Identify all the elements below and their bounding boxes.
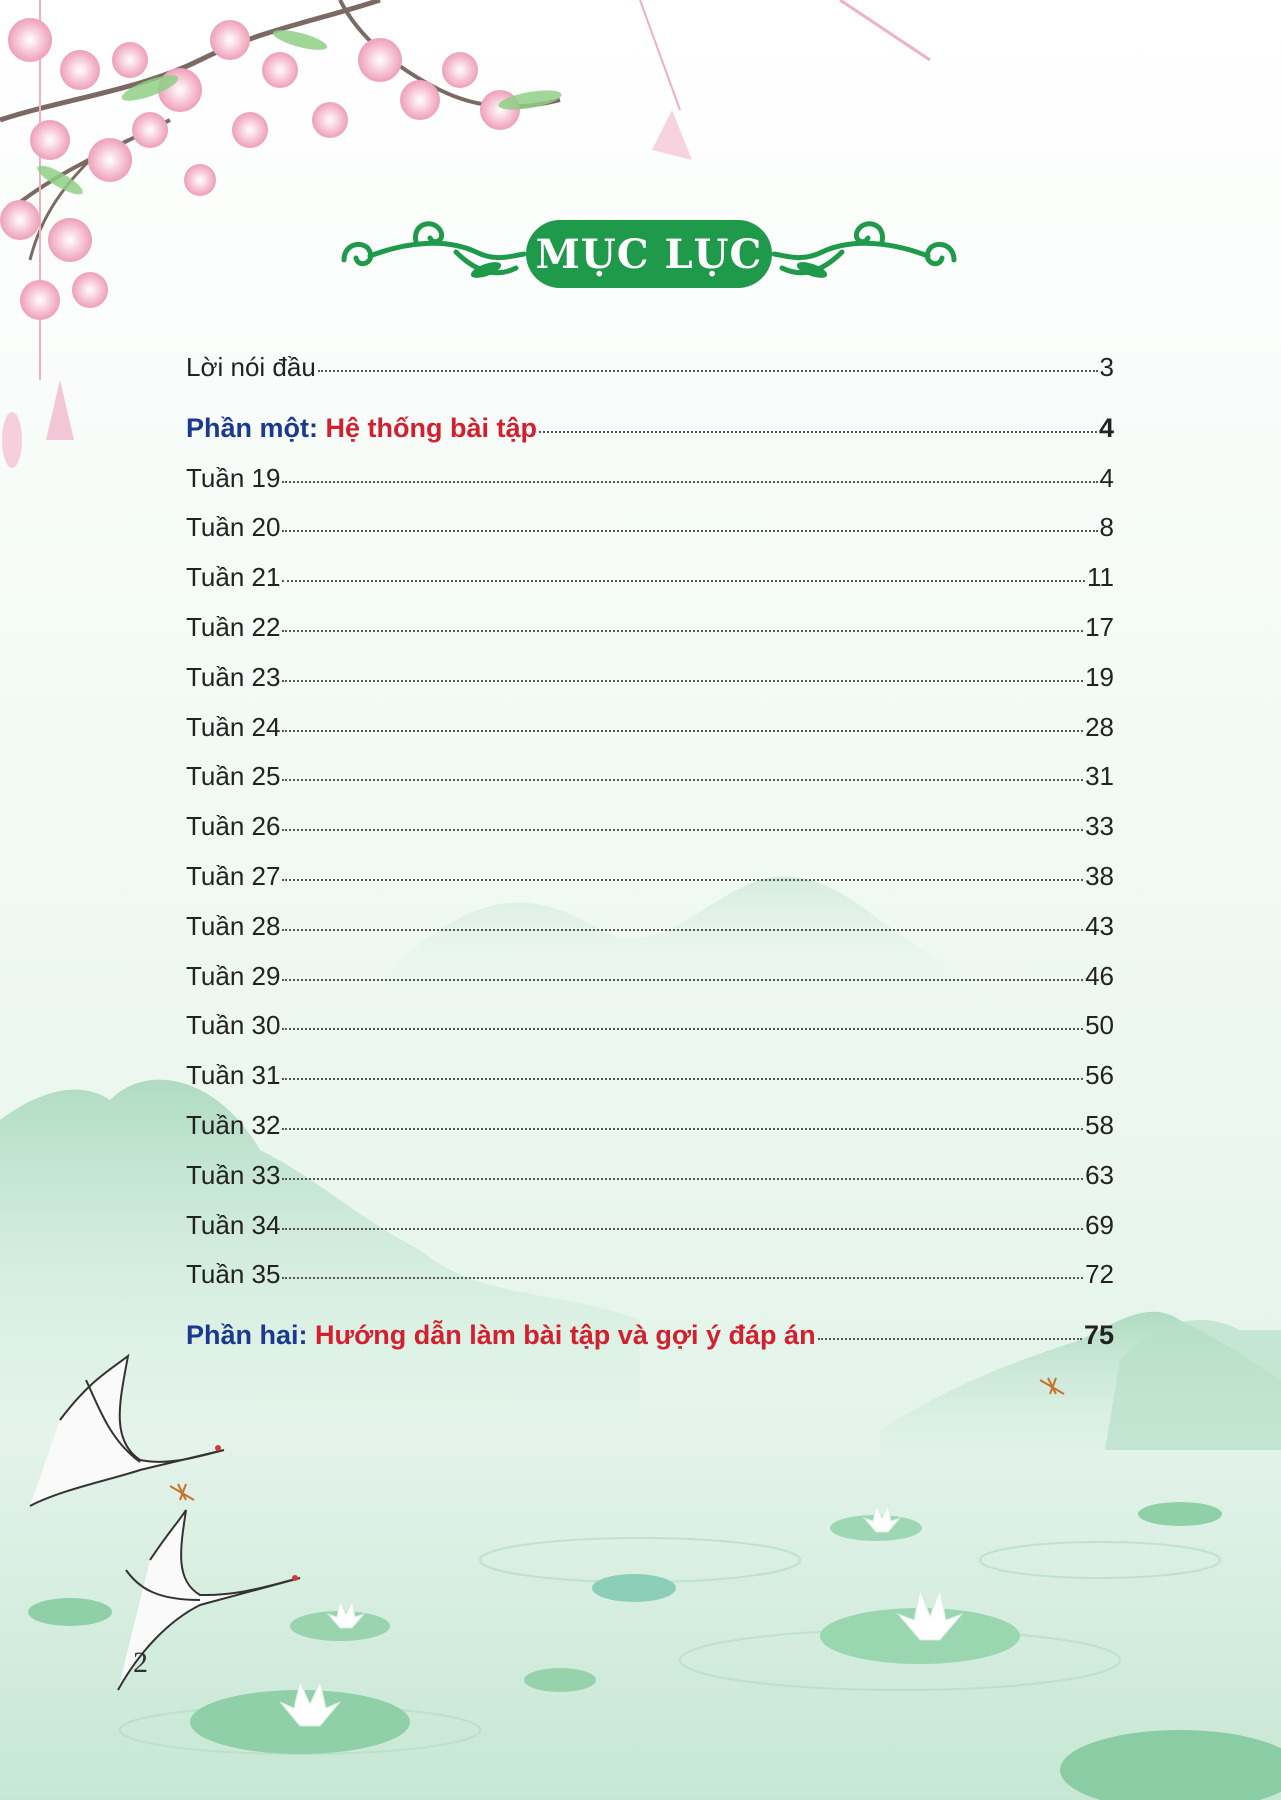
- leader-dots: [282, 580, 1085, 582]
- toc-label: Tuần 32: [186, 1109, 281, 1140]
- toc-label: Tuần 28: [186, 910, 281, 941]
- toc-page: 28: [1085, 711, 1114, 742]
- leader-dots: [818, 1338, 1082, 1340]
- toc-label: Tuần 29: [186, 960, 281, 991]
- toc-page: 46: [1085, 960, 1114, 991]
- toc-label: Tuần 22: [186, 611, 281, 642]
- toc-label: Tuần 31: [186, 1060, 281, 1091]
- toc-label: Tuần 20: [186, 512, 281, 543]
- toc-page: 43: [1085, 910, 1114, 941]
- toc-entry-week[interactable]: [186, 811, 1114, 861]
- toc-entry-week[interactable]: [186, 761, 1114, 811]
- page-number: 2: [133, 1646, 148, 1679]
- toc-page: 50: [1085, 1010, 1114, 1041]
- leader-dots: [539, 431, 1097, 433]
- leader-dots: [282, 779, 1083, 781]
- toc-entry-week[interactable]: [186, 1010, 1114, 1060]
- leader-dots: [282, 1277, 1083, 1279]
- toc-page: 72: [1085, 1259, 1114, 1290]
- toc-label: Lời nói đầu: [186, 352, 316, 382]
- leader-dots: [282, 1028, 1083, 1030]
- toc-entry-part-two[interactable]: [186, 1320, 1114, 1370]
- toc-page: 31: [1085, 761, 1114, 792]
- toc-page: 11: [1087, 562, 1114, 593]
- toc-entry-part-one[interactable]: [186, 413, 1114, 463]
- leader-dots: [282, 929, 1083, 931]
- part-lead: Phần hai:: [186, 1320, 308, 1351]
- toc-entry-week[interactable]: [186, 911, 1114, 961]
- toc-page: 8: [1099, 512, 1114, 543]
- leader-dots: [282, 879, 1083, 881]
- toc-page: 69: [1085, 1209, 1114, 1240]
- page-title: MỤC LỤC: [526, 220, 772, 288]
- toc-label: Tuần 30: [186, 1010, 281, 1041]
- leader-dots: [282, 1078, 1083, 1080]
- toc-label: Tuần 24: [186, 711, 281, 742]
- toc-page: 4: [1098, 412, 1114, 443]
- toc-entry-week[interactable]: [186, 712, 1114, 762]
- toc-label: [186, 1320, 816, 1351]
- leader-dots: [282, 1228, 1083, 1230]
- toc-entry-week[interactable]: [186, 1160, 1114, 1210]
- part-title: Hệ thống bài tập: [325, 412, 538, 443]
- toc-entry-week[interactable]: [186, 961, 1114, 1011]
- toc-page: 19: [1085, 661, 1114, 692]
- toc-label: Tuần 27: [186, 860, 281, 891]
- toc-entry-week[interactable]: [186, 1210, 1114, 1260]
- toc-page: 17: [1085, 611, 1114, 642]
- leader-dots: [318, 370, 1098, 372]
- leader-dots: [282, 730, 1083, 732]
- toc-entry-week[interactable]: [186, 1259, 1114, 1309]
- toc-label: Tuần 19: [186, 462, 281, 493]
- toc-label: Tuần 23: [186, 661, 281, 692]
- toc-entry-week[interactable]: [186, 1110, 1114, 1160]
- toc-entry-intro[interactable]: [186, 352, 1114, 402]
- toc-entry-week[interactable]: [186, 463, 1114, 513]
- leader-dots: [282, 630, 1083, 632]
- toc-page: 4: [1099, 462, 1114, 493]
- toc-page: 75: [1083, 1320, 1114, 1351]
- toc-label: [186, 413, 537, 444]
- toc-entry-week[interactable]: [186, 662, 1114, 712]
- leader-dots: [282, 680, 1083, 682]
- leader-dots: [282, 530, 1097, 532]
- part-lead: Phần một:: [186, 412, 318, 443]
- leader-dots: [282, 979, 1083, 981]
- toc-page: 56: [1085, 1060, 1114, 1091]
- toc-entry-week[interactable]: [186, 1060, 1114, 1110]
- toc-entry-week[interactable]: [186, 861, 1114, 911]
- leader-dots: [282, 1128, 1083, 1130]
- toc-label: Tuần 35: [186, 1259, 281, 1290]
- toc-page: 3: [1099, 352, 1114, 382]
- part-title: Hướng dẫn làm bài tập và gợi ý đáp án: [315, 1320, 816, 1351]
- toc-page: 33: [1085, 811, 1114, 842]
- table-of-contents: [186, 352, 1114, 1370]
- leader-dots: [282, 829, 1083, 831]
- leader-dots: [282, 1178, 1083, 1180]
- toc-page: 38: [1085, 860, 1114, 891]
- toc-entry-week[interactable]: [186, 512, 1114, 562]
- toc-entry-week[interactable]: [186, 562, 1114, 612]
- toc-page: 63: [1085, 1159, 1114, 1190]
- toc-label: Tuần 33: [186, 1159, 281, 1190]
- toc-label: Tuần 21: [186, 562, 281, 593]
- toc-label: Tuần 26: [186, 811, 281, 842]
- toc-label: Tuần 34: [186, 1209, 281, 1240]
- title-ornament: [336, 212, 962, 296]
- toc-page: 58: [1085, 1109, 1114, 1140]
- toc-entry-week[interactable]: [186, 612, 1114, 662]
- toc-label: Tuần 25: [186, 761, 281, 792]
- leader-dots: [282, 481, 1097, 483]
